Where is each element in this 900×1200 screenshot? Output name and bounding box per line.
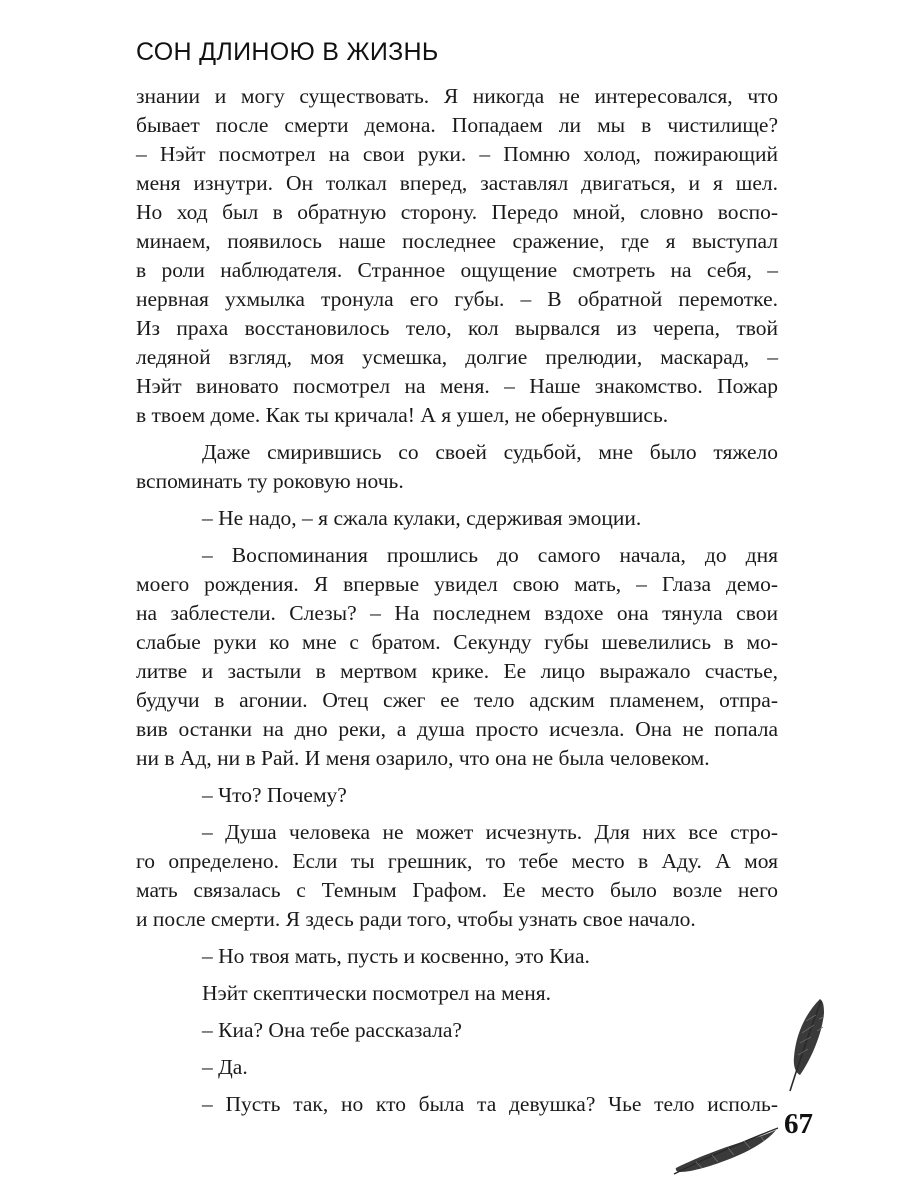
text-line: и после смерти. Я здесь ради того, чтобы узнать свое начало. [136, 907, 696, 931]
text-line: Нэйт виновато посмотрел на меня. – Наше знакомство. Пожар [136, 374, 778, 398]
body-text [136, 82, 778, 1119]
paragraph [136, 82, 778, 430]
text-line: знании и могу существовать. Я никогда не интересовался, что [136, 84, 778, 108]
paragraph [136, 1090, 778, 1119]
text-line: мать связалась с Темным Графом. Ее место было возле него [136, 878, 778, 902]
page-running-head: СОН ДЛИНОЮ В ЖИЗНЬ [136, 38, 439, 66]
text-line: го определено. Если ты грешник, то тебе место в Аду. А моя [136, 849, 778, 873]
page-number: 67 [784, 1108, 813, 1140]
text-line: нервная ухмылка тронула его губы. – В обратной перемотке. [136, 287, 778, 311]
paragraph [136, 1016, 778, 1045]
text-line: в твоем доме. Как ты кричала! А я ушел, не обернувшись. [136, 403, 669, 427]
paragraph [136, 504, 778, 533]
text-line: вспоминать ту роковую ночь. [136, 469, 404, 493]
paragraph [136, 979, 778, 1008]
feather-icon [672, 1120, 782, 1175]
text-line: – Воспоминания прошлись до самого начала, до дня [202, 543, 778, 567]
feather-icon [776, 995, 836, 1095]
text-line: ледяной взгляд, моя усмешка, долгие прелюдии, маскарад, – [136, 345, 778, 369]
paragraph [136, 438, 778, 496]
feather-shaft [674, 1128, 778, 1174]
text-line: Но ход был в обратную сторону. Передо мной, словно воспо- [136, 200, 778, 224]
text-line: в роли наблюдателя. Странное ощущение смотреть на себя, – [136, 258, 778, 282]
text-line: – Нэйт посмотрел на свои руки. – Помню холод, пожирающий [136, 142, 778, 166]
text-line: Из праха восстановилось тело, кол вырвался из черепа, твой [136, 316, 778, 340]
text-line: – Но твоя мать, пусть и косвенно, это Киа. [202, 944, 590, 968]
paragraph [136, 942, 778, 971]
text-line: Даже смирившись со своей судьбой, мне было тяжело [202, 440, 778, 464]
text-line: вив останки на дно реки, а душа просто исчезла. Она не попала [136, 717, 778, 741]
text-line: меня изнутри. Он толкал вперед, заставлял двигаться, и я шел. [136, 171, 778, 195]
text-line: – Душа человека не может исчезнуть. Для них все стро- [202, 820, 778, 844]
text-line: – Не надо, – я сжала кулаки, сдерживая эмоции. [202, 506, 642, 530]
text-line: ни в Ад, ни в Рай. И меня озарило, что она не была человеком. [136, 746, 710, 770]
paragraph [136, 818, 778, 934]
text-line: на заблестели. Слезы? – На последнем вздохе она тянула свои [136, 601, 778, 625]
paragraph [136, 781, 778, 810]
text-line: – Пусть так, но кто была та девушка? Чье тело исполь- [202, 1092, 778, 1116]
text-line: литве и застыли в мертвом крике. Ее лицо выражало счастье, [136, 659, 778, 683]
paragraph [136, 1053, 778, 1082]
text-line: бывает после смерти демона. Попадаем ли мы в чистилище? [136, 113, 778, 137]
text-line: будучи в агонии. Отец сжег ее тело адским пламенем, отпра- [136, 688, 778, 712]
text-line: минаем, появилось наше последнее сражение, где я выступал [136, 229, 778, 253]
text-line: – Киа? Она тебе рассказала? [202, 1018, 462, 1042]
text-line: слабые руки ко мне с братом. Секунду губы шевелились в мо- [136, 630, 778, 654]
text-line: – Что? Почему? [202, 783, 347, 807]
text-line: Нэйт скептически посмотрел на меня. [202, 981, 551, 1005]
feather-shaft [790, 1001, 821, 1091]
text-line: – Да. [202, 1055, 248, 1079]
paragraph [136, 541, 778, 773]
text-line: моего рождения. Я впервые увидел свою мать, – Глаза демо- [136, 572, 778, 596]
